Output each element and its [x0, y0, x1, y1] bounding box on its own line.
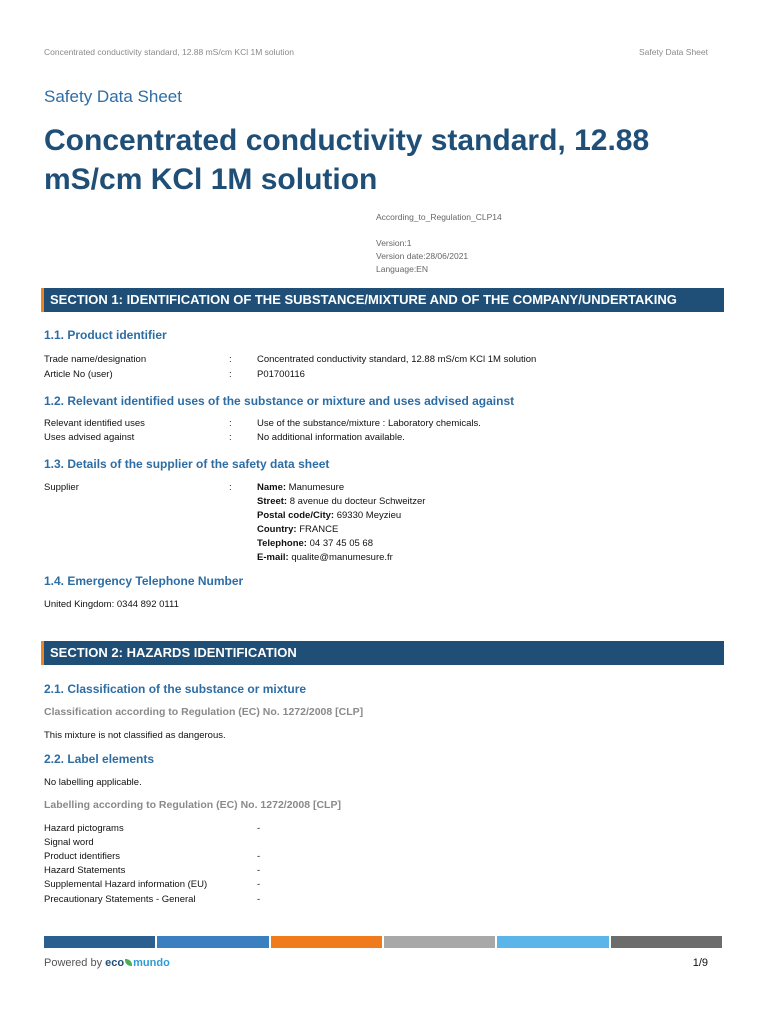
regulation-ref: According_to_Regulation_CLP14 [376, 212, 502, 222]
powered-by [44, 957, 170, 969]
label-element-value: - [257, 879, 261, 890]
subsection-1-2-title: 1.2. Relevant identified uses of the substance or mixture and uses advised against [44, 394, 515, 408]
header-product: Concentrated conductivity standard, 12.88 mS/cm KCl 1M solution [44, 47, 294, 57]
field-colon: : [229, 418, 232, 429]
supplier-street [257, 496, 425, 507]
section-1-heading: SECTION 1: IDENTIFICATION OF THE SUBSTANCE/MIXTURE AND OF THE COMPANY/UNDERTAKING [41, 288, 724, 312]
footer-color-segment [44, 936, 155, 948]
field-colon: : [229, 369, 232, 380]
subsection-2-2-title: 2.2. Label elements [44, 752, 155, 766]
supplier-value: 8 avenue du docteur Schweitzer [287, 496, 426, 507]
supplier-key: Postal code/City: [257, 510, 335, 521]
field-value: No additional information available. [257, 432, 405, 443]
field-colon: : [229, 482, 232, 493]
footer-color-segment [384, 936, 495, 948]
supplier-key: E-mail: [257, 552, 289, 563]
version: Version:1 [376, 238, 412, 248]
labelling-text: No labelling applicable. [44, 777, 142, 788]
label-element-name: Hazard pictograms [44, 823, 124, 834]
label-element-value: - [257, 894, 261, 905]
powered-by-label: Powered by [44, 957, 103, 969]
field-colon: : [229, 432, 232, 443]
version-date: Version date:28/06/2021 [376, 251, 469, 261]
page-number: 1/9 [692, 957, 708, 969]
supplier-key: Name: [257, 482, 287, 493]
field-colon: : [229, 354, 232, 365]
field-value: Concentrated conductivity standard, 12.88 mS/cm KCl 1M solution [257, 354, 537, 365]
field-label: Supplier [44, 482, 79, 493]
ecomundo-logo-part-b: mundo [133, 957, 170, 969]
footer-color-segment [497, 936, 608, 948]
supplier-value: 04 37 45 05 68 [306, 538, 374, 549]
supplier-country [257, 524, 338, 535]
label-element-value: - [257, 865, 261, 876]
document-type: Safety Data Sheet [44, 87, 182, 106]
label-element-name: Product identifiers [44, 851, 121, 862]
subsection-1-1-title: 1.1. Product identifier [44, 328, 167, 342]
subsection-1-3-title: 1.3. Details of the supplier of the safety data sheet [44, 457, 330, 471]
label-element-value: - [257, 823, 261, 834]
supplier-key: Telephone: [257, 538, 307, 549]
label-element-name: Hazard Statements [44, 865, 126, 876]
field-label: Uses advised against [44, 432, 135, 443]
field-label: Trade name/designation [44, 354, 147, 365]
emergency-number: United Kingdom: 0344 892 0111 [44, 599, 179, 610]
footer-color-segment [611, 936, 722, 948]
supplier-key: Street: [257, 496, 288, 507]
labelling-subheading: Labelling according to Regulation (EC) No. 1272/2008 [CLP] [44, 799, 341, 811]
classification-subheading: Classification according to Regulation (EC) No. 1272/2008 [CLP] [44, 706, 364, 718]
field-value: P01700116 [257, 369, 305, 380]
footer-color-segment [271, 936, 382, 948]
field-value: Use of the substance/mixture : Laboratory chemicals. [257, 418, 481, 429]
supplier-key: Country: [257, 524, 297, 535]
page-header [44, 47, 708, 59]
field-label: Article No (user) [44, 369, 113, 380]
language: Language:EN [376, 264, 428, 274]
label-element-name: Signal word [44, 837, 94, 848]
supplier-value: Manumesure [286, 482, 345, 493]
footer-color-segment [157, 936, 268, 948]
supplier-value: FRANCE [296, 524, 339, 535]
supplier-telephone [257, 538, 373, 549]
footer-color-bar [44, 936, 722, 948]
supplier-value: 69330 Meyzieu [334, 510, 402, 521]
supplier-email [257, 552, 393, 563]
label-element-value: - [257, 851, 261, 862]
label-element-name: Precautionary Statements - General [44, 894, 196, 905]
section-2-heading: SECTION 2: HAZARDS IDENTIFICATION [41, 641, 724, 665]
page-title: Concentrated conductivity standard, 12.88 mS/cm KCl 1M solution [44, 124, 650, 196]
header-doc-type: Safety Data Sheet [639, 47, 708, 57]
ecomundo-logo-part-a: eco [105, 957, 125, 969]
field-label: Relevant identified uses [44, 418, 145, 429]
supplier-value: qualite@manumesure.fr [288, 552, 393, 563]
supplier-name [257, 482, 344, 493]
supplier-city [257, 510, 401, 521]
classification-text: This mixture is not classified as dangerous. [44, 730, 226, 741]
subsection-1-4-title: 1.4. Emergency Telephone Number [44, 574, 244, 588]
leaf-icon [125, 959, 132, 966]
label-element-name: Supplemental Hazard information (EU) [44, 879, 208, 890]
subsection-2-1-title: 2.1. Classification of the substance or mixture [44, 682, 307, 696]
